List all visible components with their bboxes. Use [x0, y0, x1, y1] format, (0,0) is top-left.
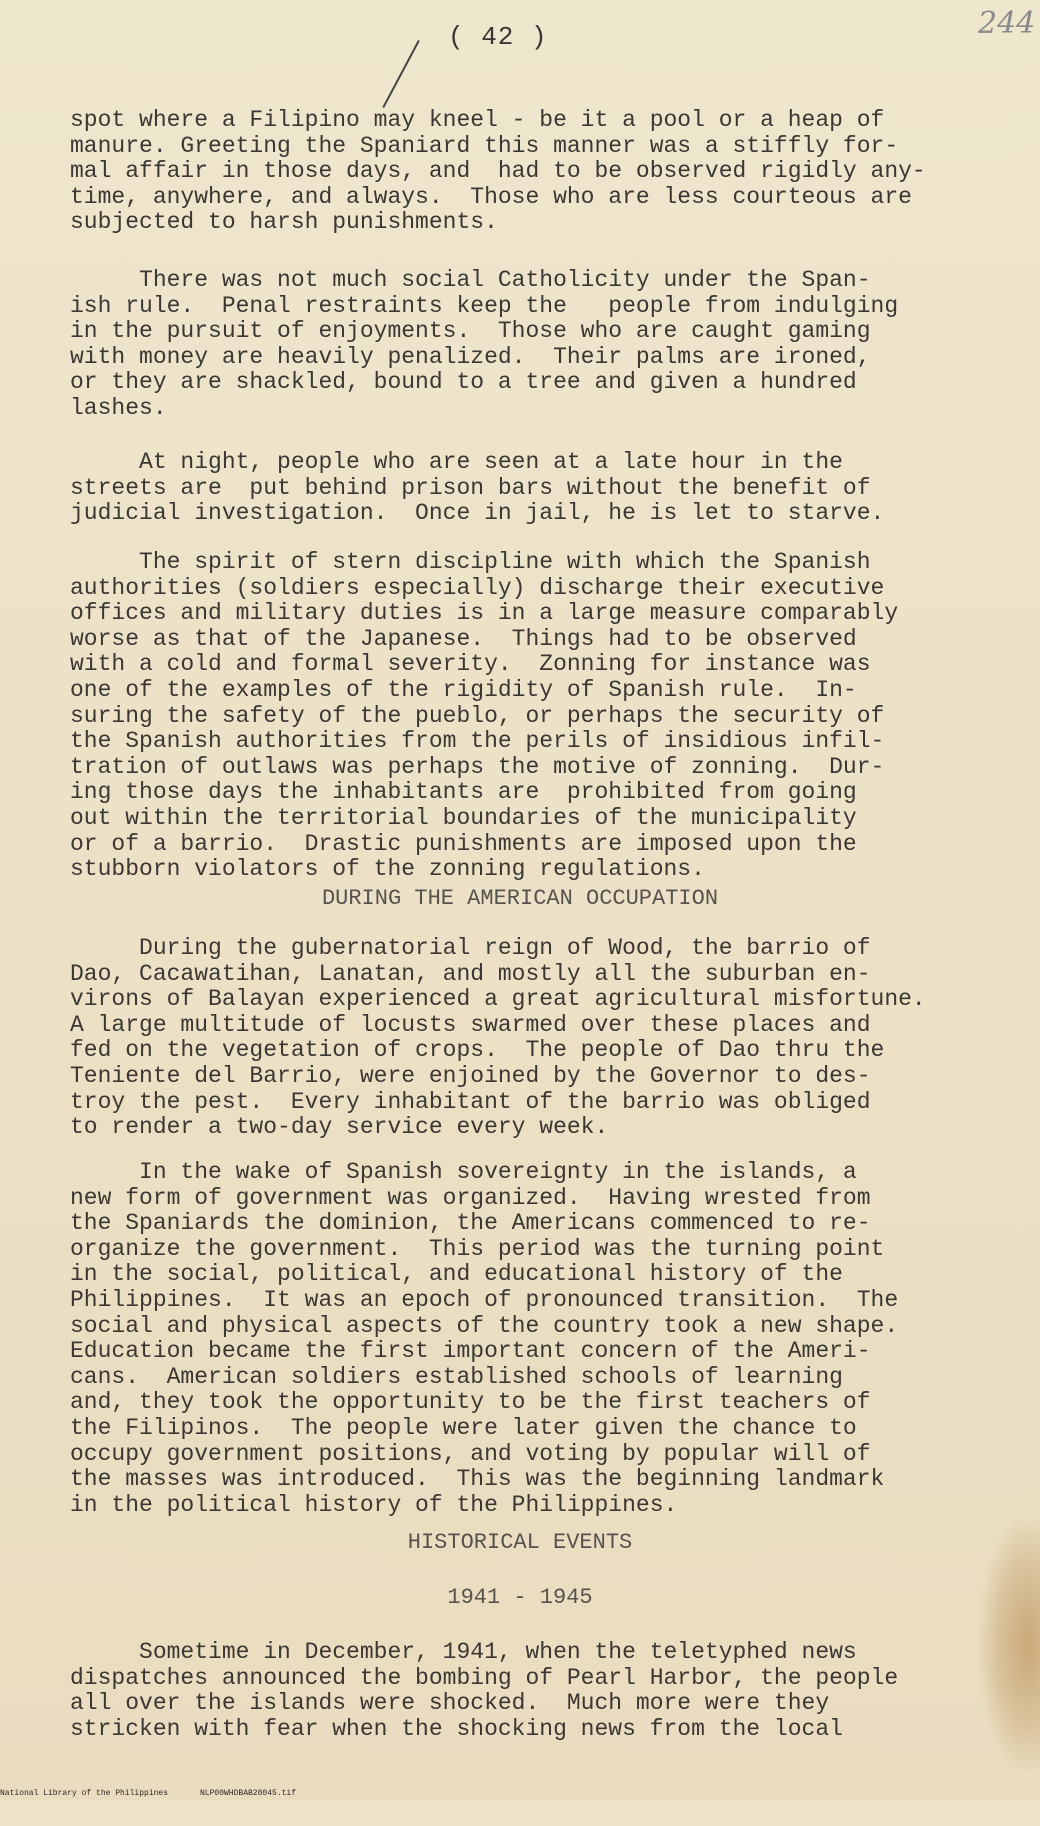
paragraph-at-night: At night, people who are seen at a late hour in the streets are put behind prison bars without the benefit of judicial investigation. Once in jail, he is let to starve. — [70, 449, 885, 527]
scan-footer — [0, 1787, 1040, 1800]
paragraph-spot-where: spot where a Filipino may kneel - be it a pool or a heap of manure. Greeting the Spaniard this manner was a stiffly for- mal affair in those days, and had to be observed rigidly any- time, anywhere, and always. Those who are less courteous are subjected to harsh punishments. — [70, 107, 926, 236]
paragraph-december-1941: Sometime in December, 1941, when the teletyphed news dispatches announced the bombing of Pearl Harbor, the people all over the islands were shocked. Much more were they stricken with fear when the shocking news from the local — [70, 1639, 899, 1742]
footer-file-id: NLP00WHDBAB28045.tif — [200, 1789, 297, 1798]
section-heading-year-range: 1941 - 1945 — [447, 1585, 593, 1610]
paragraph-social-catholicity: There was not much social Catholicity under the Span- ish rule. Penal restraints keep the people from indulging in the pursuit of enjoyments. Those who are caught gaming with money are heavily penalized. Their palms are ironed, or they are shackled, bound to a tree and given a hundred lashes. — [70, 267, 899, 421]
paper-stain — [980, 1520, 1040, 1770]
page-number: ( 42 ) — [448, 22, 548, 52]
section-heading-american-occupation: DURING THE AMERICAN OCCUPATION — [321, 886, 719, 911]
handwritten-folio-number: 244 — [978, 6, 1036, 41]
paragraph-gubernatorial-reign: During the gubernatorial reign of Wood, the barrio of Dao, Cacawatihan, Lanatan, and mostly all the suburban en- virons of Balayan experienced a great agricultural misfortune. A large multitude of locusts swarmed over these places and fed on the vegetation of crops. The people of Dao thru the Teniente del Barrio, were enjoined by the Governor to des- troy the pest. Every inhabitant of the barrio was obliged to render a two-day service every week. — [70, 935, 926, 1141]
paragraph-stern-discipline: The spirit of stern discipline with which the Spanish authorities (soldiers especially) discharge their executive offices and military duties is in a large measure comparably worse as that of the Japanese. Things had to be observed with a cold and formal severity. Zonning for instance was one of the examples of the rigidity of Spanish rule. In- suring the safety of the pueblo, or perhaps the security of the Spanish authorities from the perils of insidious infil- tration of outlaws was perhaps the motive of zonning. Dur- ing those days the inhabitants are prohibited from going out within the territorial boundaries of the municipality or of a barrio. Drastic punishments are imposed upon the stubborn violators of the zonning regulations. — [70, 549, 899, 883]
footer-library-name: National Library of the Philippines — [0, 1789, 169, 1798]
paragraph-spanish-sovereignty: In the wake of Spanish sovereignty in the islands, a new form of government was organized. Having wrested from the Spaniards the dominion, the Americans commenced to re- organize the government. This period was the turning point in the social, political, and educational history of the Philippines. It was an epoch of pronounced transition. The social and physical aspects of the country took a new shape. Education became the first important concern of the Ameri- cans. American soldiers established schools of learning and, they took the opportunity to be the first teachers of the Filipinos. The people were later given the chance to occupy government positions, and voting by popular will of the masses was introduced. This was the beginning landmark in the political history of the Philippines. — [70, 1159, 899, 1518]
section-heading-historical-events: HISTORICAL EVENTS — [407, 1530, 633, 1555]
